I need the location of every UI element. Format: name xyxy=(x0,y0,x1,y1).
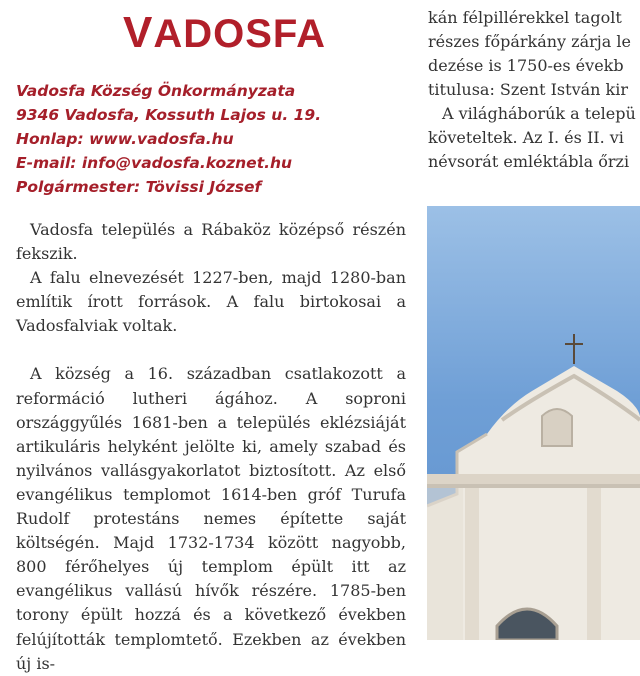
right-line-4: titulusa: Szent István kir xyxy=(428,80,628,99)
right-column-text xyxy=(428,6,640,174)
contact-block xyxy=(16,79,416,199)
church-facade-illustration xyxy=(427,206,640,640)
right-line-2: részes főpárkány zárja le xyxy=(428,32,631,51)
right-line-5: A világháborúk a telepü xyxy=(442,104,636,123)
contact-address: 9346 Vadosfa, Kossuth Lajos u. 19. xyxy=(16,106,322,124)
page-title xyxy=(123,8,326,58)
title-initial: V xyxy=(123,8,154,57)
gable-niche xyxy=(542,409,572,446)
title-rest: ADOSFA xyxy=(153,12,327,56)
paragraph-history: A falu elnevezését 1227-ben, majd 1280-ban említik írott források. A falu birtokosai a Vadosfalviak voltak. xyxy=(16,268,406,336)
church-photo xyxy=(427,206,640,640)
contact-website[interactable]: Honlap: www.vadosfa.hu xyxy=(16,130,234,148)
right-line-3: dezése is 1750-es évekb xyxy=(428,56,624,75)
right-line-7: névsorát emléktábla őrzi xyxy=(428,152,630,171)
contact-organization: Vadosfa Község Önkormányzata xyxy=(16,82,296,100)
paragraph-location: Vadosfa település a Rábaköz középső részén fekszik. xyxy=(16,220,406,264)
right-line-1: kán félpillérekkel tagolt xyxy=(428,8,622,27)
contact-email[interactable]: E-mail: info@vadosfa.koznet.hu xyxy=(16,154,293,172)
cross-icon xyxy=(565,334,583,364)
contact-mayor: Polgármester: Tövissi József xyxy=(16,178,262,196)
left-column-text xyxy=(16,218,406,676)
right-line-6: követeltek. Az I. és II. vi xyxy=(428,128,624,147)
paragraph-reformation: A község a 16. században csatlakozott a reformáció lutheri ágához. A soproni országgyűlés 1681-ben a település eklézsiáját artikuláris helyként jelölte ki, amely szabad és nyilvános vallásgyakorlatot biztosított. Az első evangélikus templomot 1614-ben gróf Turufa Rudolf protestáns nemes építette saját költségén. Majd 1732-1734 között nagyobb, 800 férőhelyes új templom épült itt az evangélikus vallású hívők részére. 1785-ben torony épült hozzá és a következő években felújították templomtető. Ezekben az években új is- xyxy=(16,364,406,673)
